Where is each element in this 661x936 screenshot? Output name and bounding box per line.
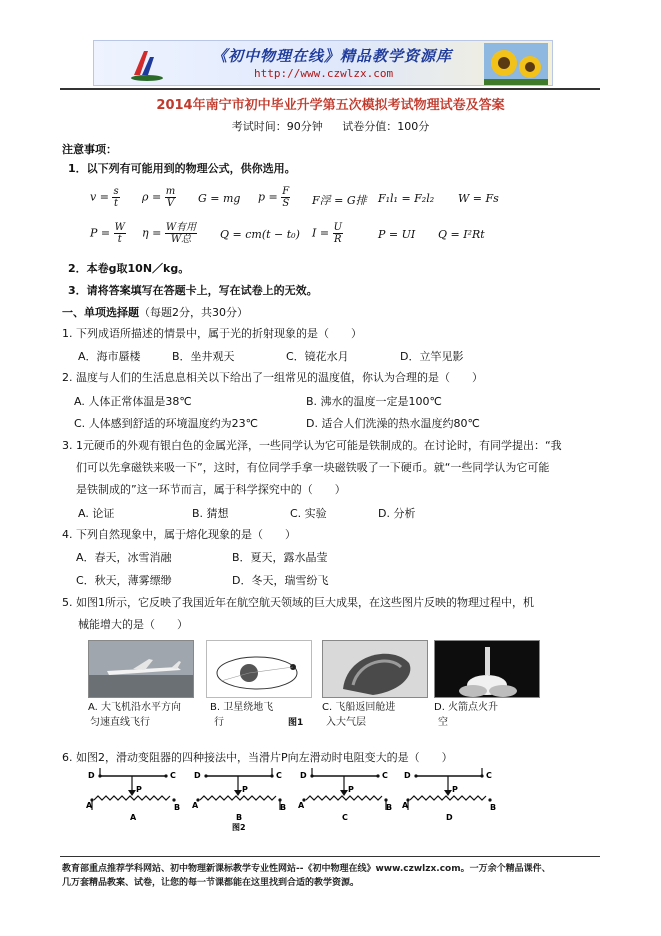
svg-text:D: D xyxy=(300,771,307,780)
q1-option-d[interactable]: D．立竿见影 xyxy=(400,350,464,363)
figure1-photo-capsule xyxy=(322,640,428,698)
question-1-stem: 1. 下列成语所描述的情景中，属于光的折射现象的是（ ） xyxy=(62,327,362,340)
q4-option-b[interactable]: B．夏天，露水晶莹 xyxy=(232,551,328,564)
figure1-caption-a: A. 大飞机沿水平方向 匀速直线飞行 xyxy=(88,702,182,728)
svg-text:A: A xyxy=(130,813,137,822)
svg-text:D: D xyxy=(194,771,201,780)
svg-text:C: C xyxy=(170,771,176,780)
formula-power: P = $\frac{W}{t}$ xyxy=(90,222,125,245)
bottom-divider xyxy=(60,856,600,857)
formula-pressure: p = $\frac{F}{S}$ xyxy=(258,186,290,209)
banner-url[interactable]: http://www.czwlzx.com xyxy=(254,67,394,80)
svg-text:C: C xyxy=(486,771,492,780)
notes-item-2: 2．本卷g取10N／kg。 xyxy=(68,262,190,275)
formula-density: ρ = $\frac{m}{V}$ xyxy=(142,186,176,209)
q2-option-a[interactable]: A. 人体正常体温是38℃ xyxy=(74,395,192,408)
q2-option-d[interactable]: D. 适合人们洗澡的热水温度约80℃ xyxy=(306,417,480,430)
q1-option-a[interactable]: A．海市蜃楼 xyxy=(78,350,141,363)
svg-text:P: P xyxy=(452,785,458,794)
question-5-stem-line-1: 5. 如图1所示，它反映了我国近年在航空航天领域的巨大成果，在这些图片反映的物理过程中，机 xyxy=(62,596,534,609)
figure2-circuit-d xyxy=(402,768,496,822)
figure2-rheostat-diagrams xyxy=(80,766,500,832)
notes-item-1: 1．以下列有可能用到的物理公式，供你选用。 xyxy=(68,162,296,175)
svg-text:A: A xyxy=(192,801,199,810)
figure1-photo-airplane xyxy=(88,640,194,698)
notes-heading: 注意事项： xyxy=(62,143,117,156)
exam-meta xyxy=(0,118,661,134)
q3-option-d[interactable]: D. 分析 xyxy=(378,507,416,520)
q4-option-d[interactable]: D．冬天，瑞雪纷飞 xyxy=(232,574,329,587)
top-divider xyxy=(60,88,600,90)
figure1-photo-rocket xyxy=(434,640,540,698)
svg-text:C: C xyxy=(342,813,348,822)
figure1-caption-c: C. 飞船返回舱进 入大气层 xyxy=(322,702,396,728)
question-3-stem-line-2: 们可以先拿磁铁来吸一下”，这时，有位同学手拿一块磁铁吸了一下硬币。就“一些同学认为它可能 xyxy=(76,461,550,474)
q3-option-b[interactable]: B. 猜想 xyxy=(192,507,229,520)
footer-line-2: 几万套精品教案、试卷，让您的每一节课都能在这里找到合适的教学资源。 xyxy=(62,878,360,888)
q2-option-c[interactable]: C. 人体感到舒适的环境温度约为23℃ xyxy=(74,417,259,430)
formula-efficiency: η = $\frac{\text{W有用}}{\text{W总}}$ xyxy=(142,222,197,245)
figure2-circuit-b xyxy=(192,768,286,832)
svg-text:A: A xyxy=(86,801,93,810)
q1-option-c[interactable]: C．镜花水月 xyxy=(286,350,349,363)
svg-text:B: B xyxy=(280,803,287,812)
q1-option-b[interactable]: B．坐井观天 xyxy=(172,350,235,363)
exam-time: 考试时间：90分钟 xyxy=(231,120,323,133)
notes-item-3: 3．请将答案填写在答题卡上，写在试卷上的无效。 xyxy=(68,284,318,297)
svg-text:D: D xyxy=(88,771,95,780)
formula-buoyancy: F浮 = G排 xyxy=(312,194,367,207)
formula-heat: Q = cm(t − t₀) xyxy=(220,228,300,241)
section-heading: 一、单项选择题（每题2分，共30分） xyxy=(62,306,248,319)
svg-text:B: B xyxy=(490,803,497,812)
formula-joule: Q = I²Rt xyxy=(438,228,485,241)
figure1-satellite-orbit-diagram xyxy=(206,640,312,698)
svg-text:P: P xyxy=(348,785,354,794)
q4-option-c[interactable]: C．秋天，薄雾缥缈 xyxy=(76,574,172,587)
svg-text:A: A xyxy=(298,801,305,810)
banner-title: 《初中物理在线》精品教学资源库 xyxy=(212,47,453,65)
q4-option-a[interactable]: A．春天，冰雪消融 xyxy=(76,551,172,564)
question-4-stem: 4. 下列自然现象中，属于熔化现象的是（ ） xyxy=(62,528,296,541)
q2-option-b[interactable]: B. 沸水的温度一定是100℃ xyxy=(306,395,442,408)
footer-line-1: 教育部重点推荐学科网站、初中物理新课标教学专业性网站--《初中物理在线》www.czwlzx.com。一万余个精品课件、 xyxy=(62,864,551,874)
figure2-circuit-a xyxy=(86,768,180,822)
full-score: 试卷分值：100分 xyxy=(342,120,430,133)
figure2-label: 图2 xyxy=(232,823,246,832)
sunflower-icon xyxy=(484,43,548,85)
page-footer xyxy=(62,862,622,890)
svg-text:D: D xyxy=(404,771,411,780)
figure1-caption-d: D. 火箭点火升 空 xyxy=(434,702,499,728)
question-3-stem-line-3: 是铁制成的”这一环节而言，属于科学探究中的（ ） xyxy=(76,483,346,496)
svg-text:C: C xyxy=(276,771,282,780)
formula-lever: F₁l₁ = F₂l₂ xyxy=(378,192,435,205)
figure1-caption-b: B. 卫星绕地飞 行 xyxy=(210,702,274,728)
figure1-label: 图1 xyxy=(288,718,304,728)
svg-text:B: B xyxy=(386,803,393,812)
formula-work: W = Fs xyxy=(458,192,499,205)
question-5-stem-line-2: 械能增大的是（ ） xyxy=(78,618,188,631)
header-banner xyxy=(93,40,553,86)
question-6-stem: 6. 如图2，滑动变阻器的四种接法中，当滑片P向左滑动时电阻变大的是（ ） xyxy=(62,751,453,764)
figure2-circuit-c xyxy=(298,768,392,822)
svg-text:P: P xyxy=(136,785,142,794)
svg-text:D: D xyxy=(446,813,453,822)
question-2-stem: 2. 温度与人们的生活息息相关以下给出了一组常见的温度值，你认为合理的是（ ） xyxy=(62,371,483,384)
site-logo-icon xyxy=(128,45,166,83)
svg-text:P: P xyxy=(242,785,248,794)
formula-gravity: G = mg xyxy=(198,192,241,205)
svg-text:C: C xyxy=(382,771,388,780)
formula-electric-power: P = UI xyxy=(378,228,416,241)
q3-option-c[interactable]: C. 实验 xyxy=(290,507,327,520)
document-title: 2014年南宁市初中毕业升学第五次模拟考试物理试卷及答案 xyxy=(156,98,505,113)
svg-text:B: B xyxy=(236,813,243,822)
formula-velocity: v = $\frac{s}{t}$ xyxy=(90,186,119,209)
formula-block xyxy=(80,176,580,254)
q3-option-a[interactable]: A. 论证 xyxy=(78,507,115,520)
formula-ohm: I = $\frac{U}{R}$ xyxy=(312,222,342,245)
question-3-stem-line-1: 3. 1元硬币的外观有银白色的金属光泽，一些同学认为它可能是铁制成的。在讨论时，有同学提出：“我 xyxy=(62,439,562,452)
svg-text:B: B xyxy=(174,803,181,812)
svg-text:A: A xyxy=(402,801,409,810)
